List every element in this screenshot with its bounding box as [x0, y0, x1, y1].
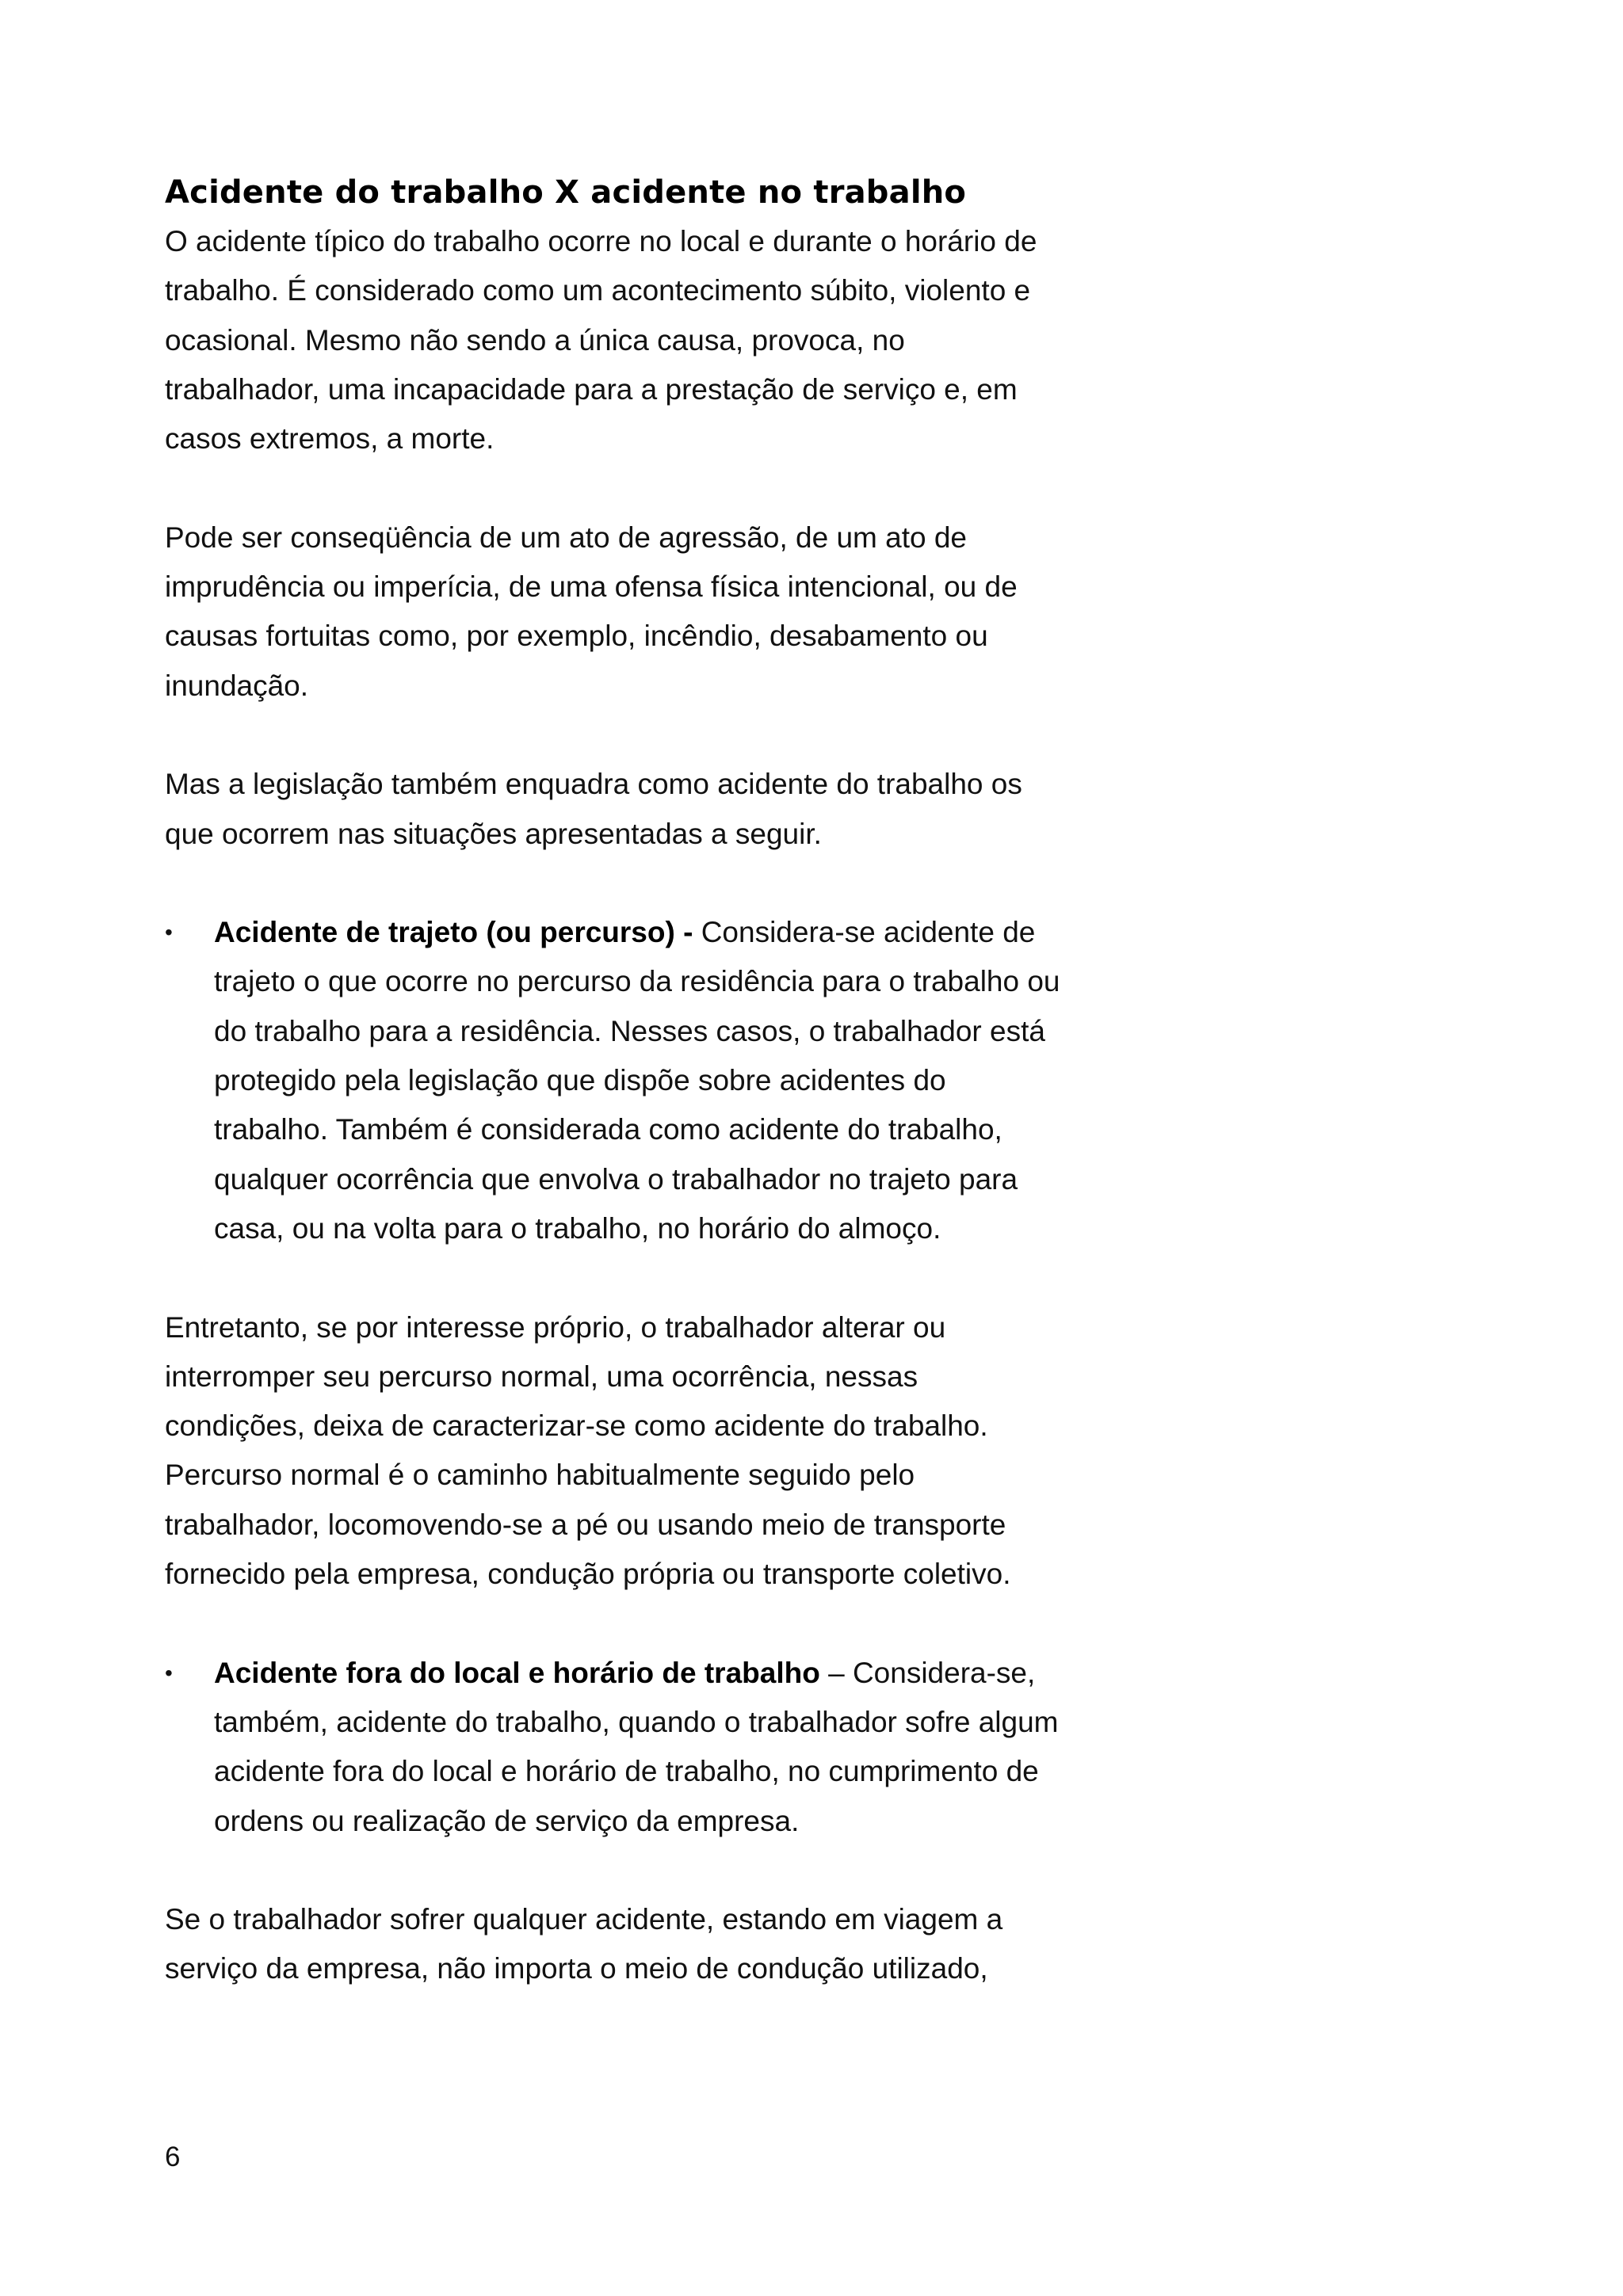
bullet-list-fora-do-local: [165, 1649, 1060, 1846]
section-heading: Acidente do trabalho X acidente no trabalho: [165, 174, 967, 211]
bullet-text: Considera-se acidente de trajeto o que ocorre no percurso da residência para o trabalho ou do trabalho para a residência. Nesses casos, o trabalhador está protegido pela legislação que dispõe sobre acidentes do trabalho. Também é considerada como acidente do trabalho, qualquer ocorrência que envolva o trabalhador no trajeto para casa, ou na volta para o trabalho, no horário do almoço.: [214, 916, 1060, 1245]
bullet-list-trajeto: [165, 908, 1060, 1253]
bullet-text: – Considera-se, também, acidente do trabalho, quando o trabalhador sofre algum acidente fora do local e horário de trabalho, no cumprimento de ordens ou realização de serviço da empresa.: [214, 1656, 1059, 1837]
paragraph-causas: Pode ser conseqüência de um ato de agressão, de um ato de imprudência ou imperícia, de uma ofensa física intencional, ou de causas fortuitas como, por exemplo, incêndio, desabamento ou inundação.: [165, 521, 1018, 702]
page-content: [165, 168, 1060, 2043]
page-number: 6: [165, 2142, 181, 2172]
paragraph-acidente-tipico: O acidente típico do trabalho ocorre no local e durante o horário de trabalho. É considerado como um acontecimento súbito, violento e ocasional. Mesmo não sendo a única causa, provoca, no trabalhador, uma incapacidade para a prestação de serviço e, em casos extremos, a morte.: [165, 225, 1037, 456]
bullet-icon: •: [165, 920, 173, 945]
bullet-term: Acidente de trajeto (ou percurso) -: [214, 916, 693, 949]
paragraph-percurso-normal: Entretanto, se por interesse próprio, o trabalhador alterar ou interromper seu percurso normal, uma ocorrência, nessas condições, deixa de caracterizar-se como acidente do trabalho. Percurso normal é o caminho habitualmente seguido pelo trabalhador, locomovendo-se a pé ou usando meio de transporte fornecido pela empresa, condução própria ou transporte coletivo.: [165, 1310, 1011, 1591]
bullet-item-fora-do-local: [165, 1649, 1060, 1846]
bullet-icon: •: [165, 1660, 173, 1685]
paragraph-legislacao: Mas a legislação também enquadra como acidente do trabalho os que ocorrem nas situações apresentadas a seguir.: [165, 768, 1022, 850]
bullet-item-trajeto: [165, 908, 1060, 1253]
paragraph-viagem: Se o trabalhador sofrer qualquer acidente, estando em viagem a serviço da empresa, não importa o meio de condução utilizado,: [165, 1903, 1003, 1985]
bullet-term: Acidente fora do local e horário de trabalho: [214, 1656, 820, 1689]
